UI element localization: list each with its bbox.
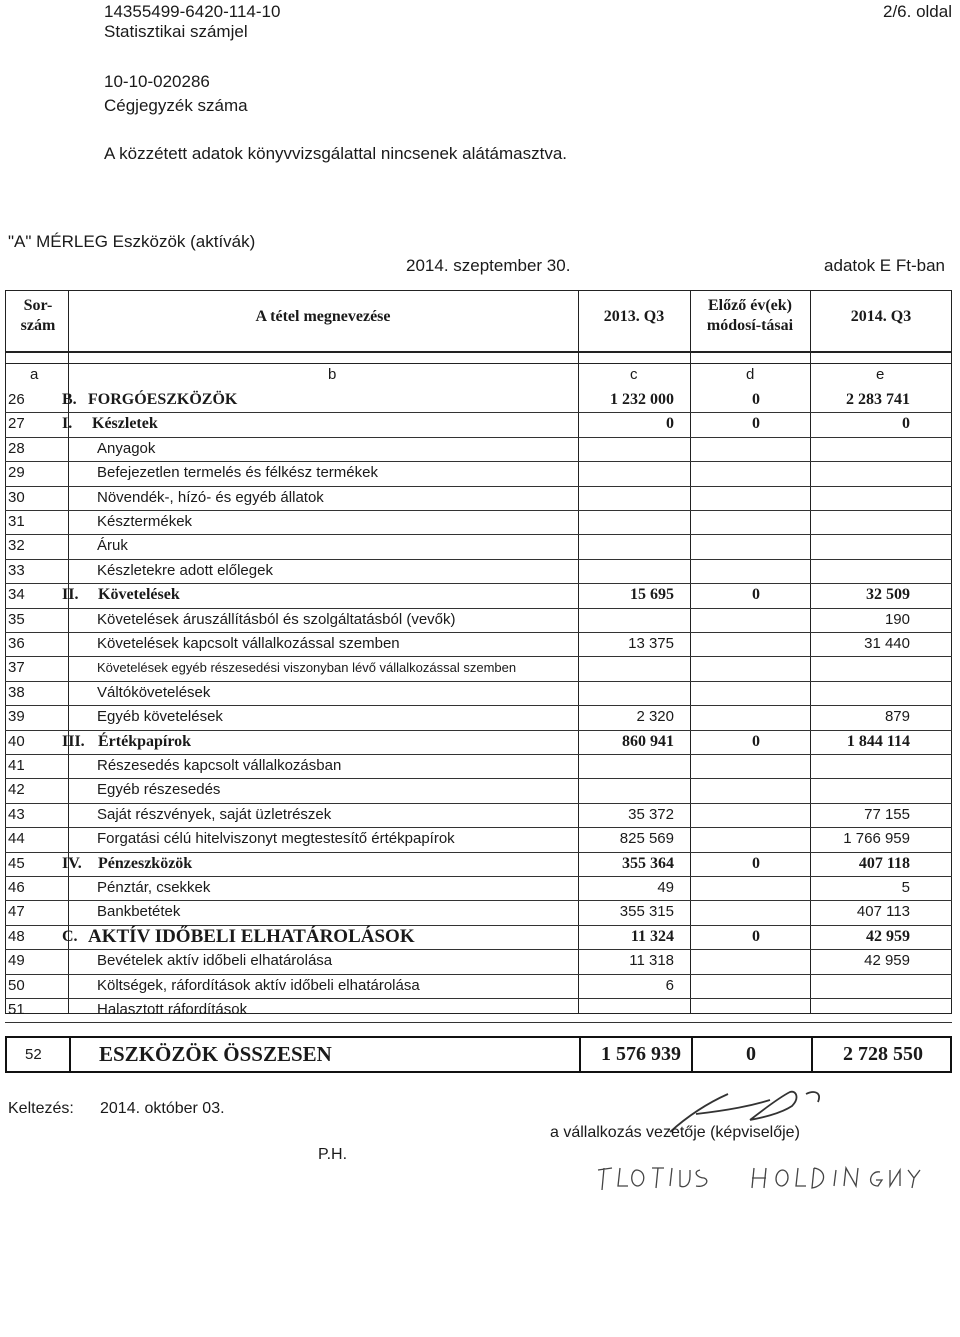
row-label: Követelések kapcsolt vállalkozással szemben bbox=[97, 635, 400, 652]
row-label: AKTÍV IDŐBELI ELHATÁROLÁSOK bbox=[88, 925, 415, 947]
row-value-modifications: 0 bbox=[752, 927, 760, 945]
row-value-curr bbox=[812, 778, 910, 802]
row-section-marker: B. bbox=[62, 391, 77, 408]
column-header-name: A tétel megnevezése bbox=[255, 308, 391, 325]
audit-note: A közzétett adatok könyvvizsgálattal nincsenek alátámasztva. bbox=[104, 144, 568, 163]
row-value-prev bbox=[578, 656, 674, 680]
table-row bbox=[0, 388, 960, 412]
table-row bbox=[0, 486, 960, 510]
row-value-modifications bbox=[690, 656, 822, 680]
total-row-number: 52 bbox=[25, 1046, 42, 1063]
balance-date: 2014. szeptember 30. bbox=[406, 256, 571, 275]
row-value-modifications bbox=[690, 559, 822, 583]
table-row bbox=[0, 974, 960, 998]
row-value-prev bbox=[578, 461, 674, 485]
row-value-prev: 11 318 bbox=[629, 952, 674, 970]
row-value-curr: 1 766 959 bbox=[843, 830, 910, 848]
total-modifications: 0 bbox=[746, 1043, 756, 1065]
stamp-placeholder: P.H. bbox=[318, 1146, 348, 1163]
row-value-curr: 879 bbox=[884, 708, 910, 726]
row-number: 33 bbox=[8, 561, 25, 579]
unit-note: adatok E Ft-ban bbox=[824, 256, 945, 275]
registry-number-label: Cégjegyzék száma bbox=[104, 96, 248, 115]
row-value-prev: 1 232 000 bbox=[610, 391, 674, 408]
row-label: Részesedés kapcsolt vállalkozásban bbox=[97, 757, 342, 774]
table-row bbox=[0, 632, 960, 656]
row-value-modifications bbox=[690, 681, 822, 705]
row-number: 37 bbox=[8, 659, 25, 677]
row-value-prev: 13 375 bbox=[628, 635, 674, 652]
column-header-curr: 2014. Q3 bbox=[850, 308, 912, 325]
row-section-marker: III. bbox=[62, 732, 85, 750]
table-row bbox=[0, 705, 960, 729]
row-value-modifications bbox=[690, 998, 822, 1022]
table-row bbox=[0, 778, 960, 802]
table-row bbox=[0, 998, 960, 1022]
column-header-modifications-line2: módosí-tásai bbox=[706, 317, 794, 334]
row-value-prev: 35 372 bbox=[628, 805, 674, 823]
table-row bbox=[0, 876, 960, 900]
row-value-prev: 49 bbox=[657, 879, 674, 896]
row-value-curr: 77 155 bbox=[864, 805, 910, 823]
row-label: Bankbetétek bbox=[97, 903, 181, 921]
row-label: Készletek bbox=[92, 415, 158, 433]
row-value-prev bbox=[578, 778, 674, 802]
row-value-prev bbox=[578, 681, 674, 705]
table-row bbox=[0, 559, 960, 583]
total-row bbox=[5, 1036, 952, 1073]
row-value-curr: 5 bbox=[901, 879, 910, 896]
row-value-curr bbox=[812, 437, 910, 461]
row-label: Késztermékek bbox=[97, 513, 193, 530]
row-label: Egyéb követelések bbox=[97, 708, 223, 726]
table-row bbox=[0, 437, 960, 461]
row-value-modifications bbox=[690, 608, 822, 632]
row-value-prev: 860 941 bbox=[622, 732, 674, 750]
row-number: 40 bbox=[8, 732, 25, 750]
column-header-sorszam: Sor- szám bbox=[20, 297, 56, 334]
table-row bbox=[0, 510, 960, 534]
row-value-curr: 42 959 bbox=[866, 927, 910, 945]
column-letter-c: c bbox=[630, 366, 638, 383]
row-number: 45 bbox=[8, 854, 25, 872]
column-letter-d: d bbox=[746, 366, 755, 383]
row-number: 27 bbox=[8, 415, 25, 433]
registry-number: 10-10-020286 bbox=[104, 72, 210, 91]
statistical-number-label: Statisztikai számjel bbox=[104, 22, 248, 41]
row-number: 46 bbox=[8, 879, 25, 896]
row-label: Követelések áruszállításból és szolgáltatásból (vevők) bbox=[97, 610, 456, 628]
row-value-curr bbox=[812, 461, 910, 485]
row-number: 30 bbox=[8, 488, 25, 506]
row-number: 51 bbox=[8, 1001, 25, 1018]
table-row bbox=[0, 461, 960, 485]
row-value-modifications bbox=[690, 437, 822, 461]
row-label: Egyéb részesedés bbox=[97, 781, 221, 799]
row-value-curr: 2 283 741 bbox=[846, 391, 910, 408]
row-number: 34 bbox=[8, 586, 25, 604]
row-value-modifications bbox=[690, 900, 822, 924]
row-value-modifications: 0 bbox=[752, 415, 760, 433]
row-number: 44 bbox=[8, 830, 25, 848]
row-value-modifications bbox=[690, 486, 822, 510]
row-number: 41 bbox=[8, 757, 25, 774]
row-number: 28 bbox=[8, 439, 25, 457]
row-value-prev: 825 569 bbox=[619, 830, 674, 848]
statistical-number: 14355499-6420-114-10 bbox=[104, 2, 281, 21]
row-section-marker: II. bbox=[62, 586, 79, 604]
row-value-prev bbox=[578, 998, 674, 1022]
row-value-prev bbox=[578, 754, 674, 778]
table-row bbox=[0, 925, 960, 949]
row-label: Váltókövetelések bbox=[97, 683, 211, 701]
row-value-modifications bbox=[690, 510, 822, 534]
row-label: Anyagok bbox=[97, 439, 156, 457]
row-value-prev: 355 315 bbox=[619, 903, 674, 921]
row-label: Bevételek aktív időbeli elhatárolása bbox=[97, 952, 333, 970]
row-number: 31 bbox=[8, 513, 25, 530]
row-label: Követelések bbox=[98, 586, 180, 604]
row-section-marker: IV. bbox=[62, 854, 82, 872]
total-curr: 2 728 550 bbox=[843, 1043, 923, 1065]
row-value-prev: 0 bbox=[666, 415, 674, 433]
column-header-prev: 2013. Q3 bbox=[603, 308, 665, 325]
row-value-modifications bbox=[690, 632, 822, 656]
row-value-prev bbox=[578, 559, 674, 583]
row-number: 36 bbox=[8, 635, 25, 652]
date-label: Keltezés: bbox=[8, 1100, 74, 1117]
column-letter-b: b bbox=[328, 366, 337, 383]
row-number: 49 bbox=[8, 952, 25, 970]
row-value-prev bbox=[578, 486, 674, 510]
row-label: Készletekre adott előlegek bbox=[97, 561, 273, 579]
row-value-modifications bbox=[690, 803, 822, 827]
table-row bbox=[0, 534, 960, 558]
table-row bbox=[0, 656, 960, 680]
issue-date: 2014. október 03. bbox=[100, 1100, 225, 1117]
row-number: 47 bbox=[8, 903, 25, 921]
row-value-modifications: 0 bbox=[752, 391, 760, 408]
row-value-curr: 407 113 bbox=[856, 903, 910, 921]
row-value-modifications bbox=[690, 705, 822, 729]
row-value-curr bbox=[812, 998, 910, 1022]
table-row bbox=[0, 949, 960, 973]
row-number: 48 bbox=[8, 927, 25, 945]
balance-title: "A" MÉRLEG Eszközök (aktívák) bbox=[8, 232, 256, 251]
row-value-prev bbox=[578, 510, 674, 534]
total-prev: 1 576 939 bbox=[601, 1043, 681, 1065]
table-row bbox=[0, 730, 960, 754]
table-row bbox=[0, 681, 960, 705]
row-value-modifications bbox=[690, 754, 822, 778]
row-value-curr: 1 844 114 bbox=[846, 732, 910, 750]
signer-label: a vállalkozás vezetője (képviselője) bbox=[550, 1124, 800, 1141]
row-label: Áruk bbox=[97, 537, 128, 555]
row-value-prev bbox=[578, 534, 674, 558]
row-label: Költségek, ráfordítások aktív időbeli elhatárolása bbox=[97, 976, 420, 994]
row-value-curr bbox=[812, 656, 910, 680]
row-value-curr bbox=[812, 510, 910, 534]
row-value-curr: 0 bbox=[902, 415, 910, 433]
column-letter-a: a bbox=[30, 366, 39, 383]
column-header-modifications-line1: Előző év(ek) bbox=[708, 297, 792, 314]
row-value-curr: 31 440 bbox=[864, 635, 910, 652]
row-label: Növendék-, hízó- és egyéb állatok bbox=[97, 488, 324, 506]
row-value-modifications bbox=[690, 778, 822, 802]
row-value-curr: 190 bbox=[884, 610, 910, 628]
table-row bbox=[0, 827, 960, 851]
row-label: Követelések egyéb részesedési viszonyban lévő vállalkozással szemben bbox=[97, 660, 517, 676]
row-value-modifications bbox=[690, 461, 822, 485]
row-value-modifications: 0 bbox=[752, 586, 760, 604]
table-row bbox=[0, 852, 960, 876]
row-value-modifications bbox=[690, 534, 822, 558]
row-value-curr bbox=[812, 486, 910, 510]
table-row bbox=[0, 900, 960, 924]
row-label: Saját részvények, saját üzletrészek bbox=[97, 805, 332, 823]
row-label: Forgatási célú hitelviszonyt megtestesítő értékpapírok bbox=[97, 830, 455, 848]
row-value-curr bbox=[812, 534, 910, 558]
row-value-modifications bbox=[690, 949, 822, 973]
row-label: Befejezetlen termelés és félkész termékek bbox=[97, 464, 378, 482]
table-row bbox=[0, 583, 960, 607]
row-value-curr: 42 959 bbox=[864, 952, 910, 970]
row-number: 38 bbox=[8, 683, 25, 701]
table-row bbox=[0, 412, 960, 436]
row-value-modifications bbox=[690, 827, 822, 851]
total-label: ESZKÖZÖK ÖSSZESEN bbox=[99, 1042, 332, 1066]
row-label: Pénzeszközök bbox=[98, 854, 193, 872]
row-value-curr: 407 118 bbox=[858, 854, 910, 872]
row-value-curr bbox=[812, 974, 910, 998]
row-number: 35 bbox=[8, 610, 25, 628]
row-number: 29 bbox=[8, 464, 25, 482]
row-label: Értékpapírok bbox=[98, 732, 192, 750]
row-number: 50 bbox=[8, 976, 25, 994]
column-header-modifications bbox=[690, 296, 810, 336]
row-section-marker: I. bbox=[62, 415, 73, 433]
row-value-prev: 355 364 bbox=[622, 854, 674, 872]
row-value-modifications bbox=[690, 974, 822, 998]
column-letter-e: e bbox=[876, 366, 885, 383]
row-value-prev: 6 bbox=[665, 976, 674, 994]
row-number: 43 bbox=[8, 805, 25, 823]
row-value-prev bbox=[578, 437, 674, 461]
row-value-modifications: 0 bbox=[752, 732, 760, 750]
table-row bbox=[0, 803, 960, 827]
row-number: 42 bbox=[8, 781, 25, 799]
row-value-curr bbox=[812, 681, 910, 705]
row-value-prev bbox=[578, 608, 674, 632]
page-indicator: 2/6. oldal bbox=[883, 2, 952, 21]
row-value-prev: 11 324 bbox=[630, 927, 674, 945]
row-value-modifications: 0 bbox=[752, 854, 760, 872]
row-value-curr bbox=[812, 754, 910, 778]
row-label: Halasztott ráfordítások bbox=[97, 1001, 248, 1018]
row-value-prev: 15 695 bbox=[630, 586, 674, 604]
row-label: Pénztár, csekkek bbox=[97, 879, 211, 896]
row-number: 32 bbox=[8, 537, 25, 555]
row-number: 39 bbox=[8, 708, 25, 726]
row-section-marker: C. bbox=[62, 927, 78, 945]
row-number: 26 bbox=[8, 391, 25, 408]
row-value-modifications bbox=[690, 876, 822, 900]
row-value-prev: 2 320 bbox=[636, 708, 674, 726]
table-row bbox=[0, 754, 960, 778]
row-value-curr: 32 509 bbox=[866, 586, 910, 604]
row-value-curr bbox=[812, 559, 910, 583]
row-label: FORGÓESZKÖZÖK bbox=[88, 391, 238, 408]
table-row bbox=[0, 608, 960, 632]
handwritten-company-name bbox=[590, 1156, 930, 1202]
